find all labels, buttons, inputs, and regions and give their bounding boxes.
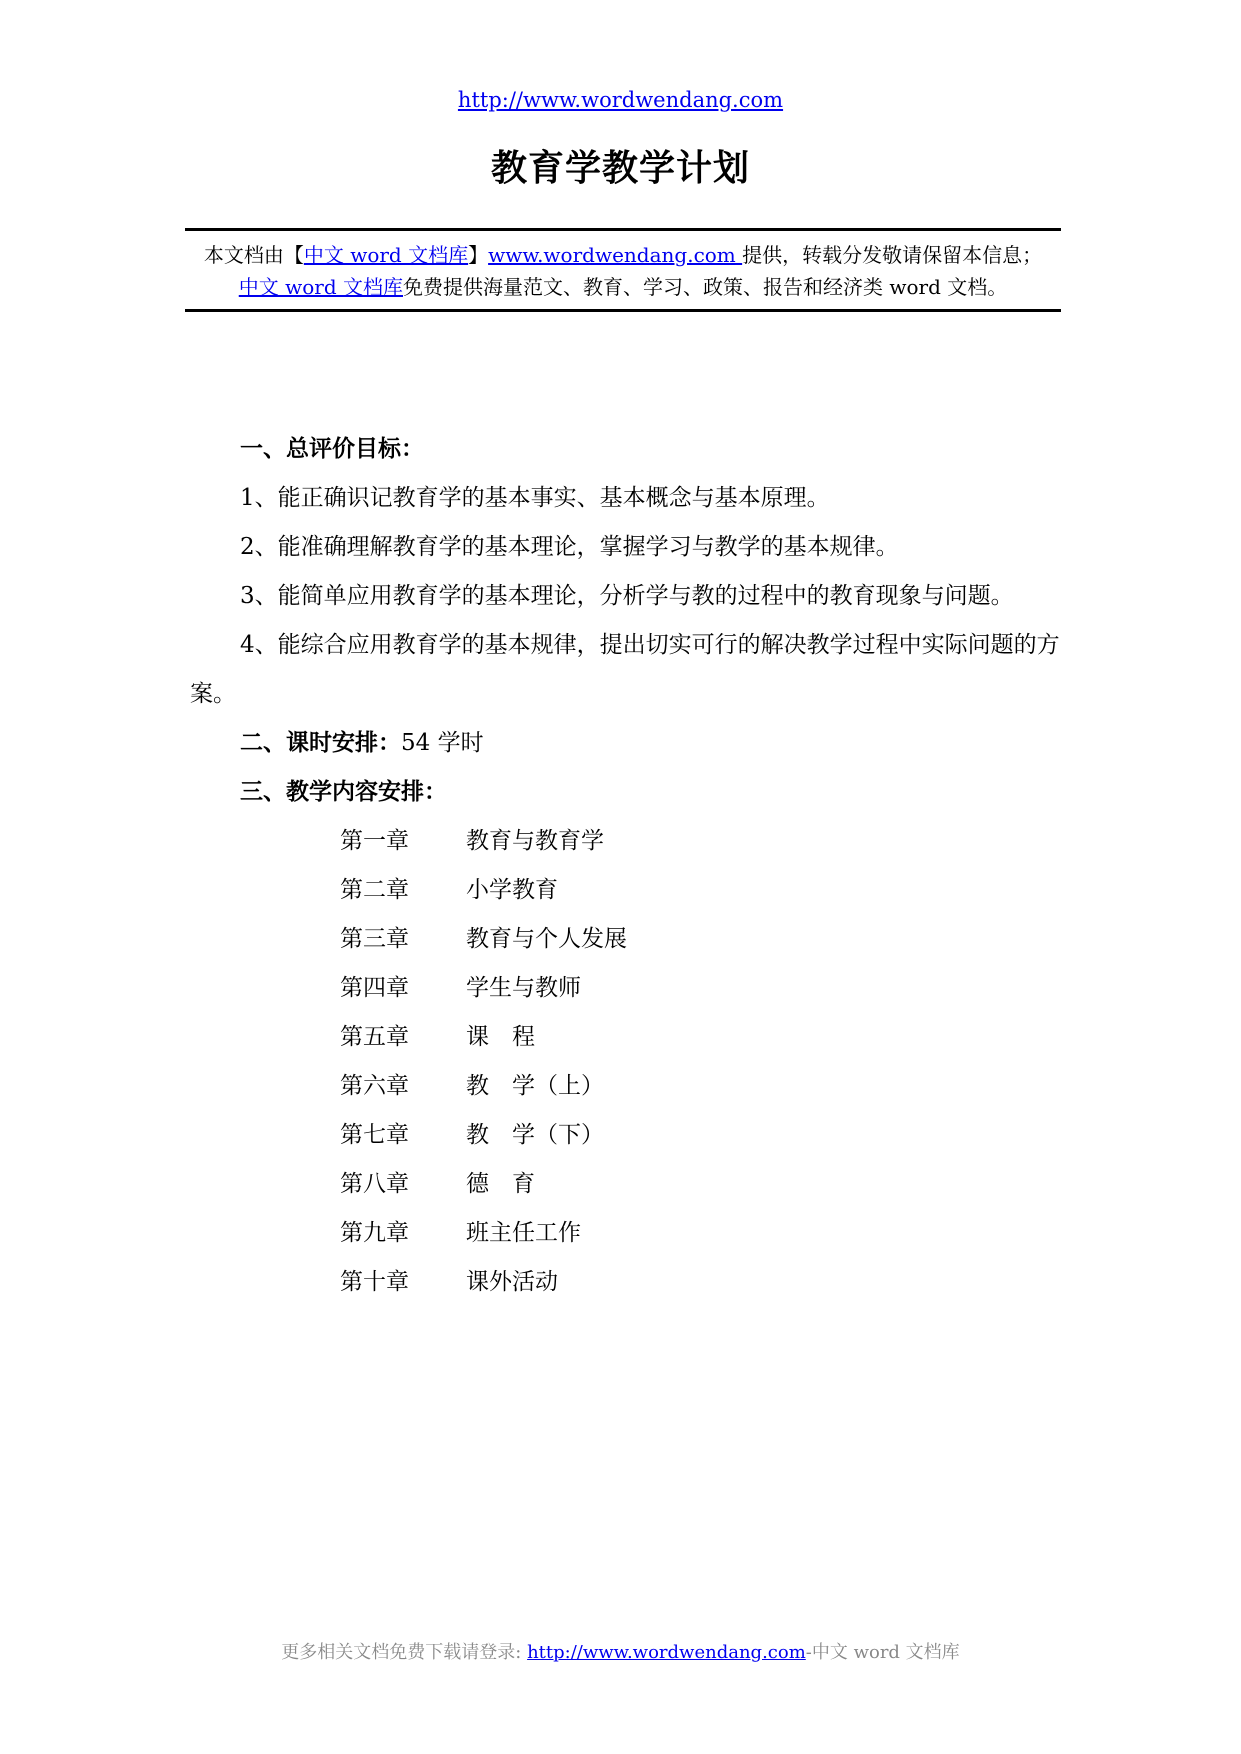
- notice-box: [185, 228, 1061, 312]
- chapter-number: 第六章: [340, 1073, 409, 1099]
- footer-url-link[interactable]: http://www.wordwendang.com: [527, 1642, 806, 1663]
- chapter-row: [340, 1160, 1060, 1209]
- chapter-title: 课 程: [466, 1024, 535, 1050]
- chapter-number: 第九章: [340, 1220, 409, 1246]
- chapter-number: 第二章: [340, 877, 409, 903]
- chapter-row: [340, 915, 1060, 964]
- notice-suffix: 提供，转载分发敬请保留本信息；: [742, 243, 1043, 267]
- chapter-row: [340, 1111, 1060, 1160]
- chapter-title: 教 学（上）: [466, 1073, 604, 1099]
- section-3-heading: 三、教学内容安排：: [240, 779, 447, 805]
- objective-item-2: 2、能准确理解教育学的基本理论，掌握学习与教学的基本规律。: [240, 534, 899, 560]
- chapter-title: 教育与教育学: [466, 828, 604, 854]
- chapter-number: 第十章: [340, 1269, 409, 1295]
- chapter-title: 德 育: [466, 1171, 535, 1197]
- notice-url-link[interactable]: www.wordwendang.com: [488, 243, 743, 267]
- section-2-heading: [190, 719, 1060, 768]
- notice-bracket: 】: [468, 243, 489, 267]
- notice-library-link[interactable]: 中文 word 文档库: [303, 243, 469, 267]
- chapter-title: 课外活动: [466, 1269, 558, 1295]
- chapter-number: 第五章: [340, 1024, 409, 1050]
- objective-item-1: 1、能正确识记教育学的基本事实、基本概念与基本原理。: [240, 485, 830, 511]
- chapter-number: 第三章: [340, 926, 409, 952]
- chapter-title: 学生与教师: [466, 975, 581, 1001]
- chapter-number: 第七章: [340, 1122, 409, 1148]
- chapter-number: 第八章: [340, 1171, 409, 1197]
- footer-suffix: -中文 word 文档库: [805, 1642, 960, 1663]
- header-url-link[interactable]: http://www.wordwendang.com: [457, 88, 784, 112]
- document-title: 教育学教学计划: [490, 148, 750, 189]
- objective-item-4: 4、能综合应用教育学的基本规律，提出切实可行的解决教学过程中实际问题的方案。: [190, 632, 1060, 707]
- notice-line2-suffix: 免费提供海量范文、教育、学习、政策、报告和经济类 word 文档。: [403, 275, 1008, 299]
- section-2-label: 二、课时安排：: [240, 730, 401, 756]
- chapter-row: [340, 1062, 1060, 1111]
- document-body: [190, 425, 1060, 1307]
- chapter-title: 教 学（下）: [466, 1122, 604, 1148]
- header-url: [0, 88, 1241, 112]
- chapter-row: [340, 866, 1060, 915]
- class-hours-value: 54 学时: [401, 730, 484, 756]
- chapter-row: [340, 817, 1060, 866]
- chapter-row: [340, 964, 1060, 1013]
- chapter-row: [340, 1209, 1060, 1258]
- notice-prefix: 本文档由【: [203, 243, 304, 267]
- chapter-title: 小学教育: [466, 877, 558, 903]
- chapter-list: [190, 817, 1060, 1307]
- notice-library-link-2[interactable]: 中文 word 文档库: [238, 275, 403, 299]
- chapter-title: 教育与个人发展: [466, 926, 627, 952]
- chapter-row: [340, 1258, 1060, 1307]
- footer-prefix: 更多相关文档免费下载请登录:: [281, 1642, 528, 1663]
- objective-item-3: 3、能简单应用教育学的基本理论，分析学与教的过程中的教育现象与问题。: [240, 583, 1014, 609]
- chapter-row: [340, 1013, 1060, 1062]
- chapter-number: 第四章: [340, 975, 409, 1001]
- section-1-heading: 一、总评价目标：: [240, 436, 424, 462]
- page-footer: [0, 1638, 1241, 1664]
- chapter-title: 班主任工作: [466, 1220, 581, 1246]
- notice-line-1: [185, 239, 1061, 271]
- notice-line-2: [185, 271, 1061, 303]
- chapter-number: 第一章: [340, 828, 409, 854]
